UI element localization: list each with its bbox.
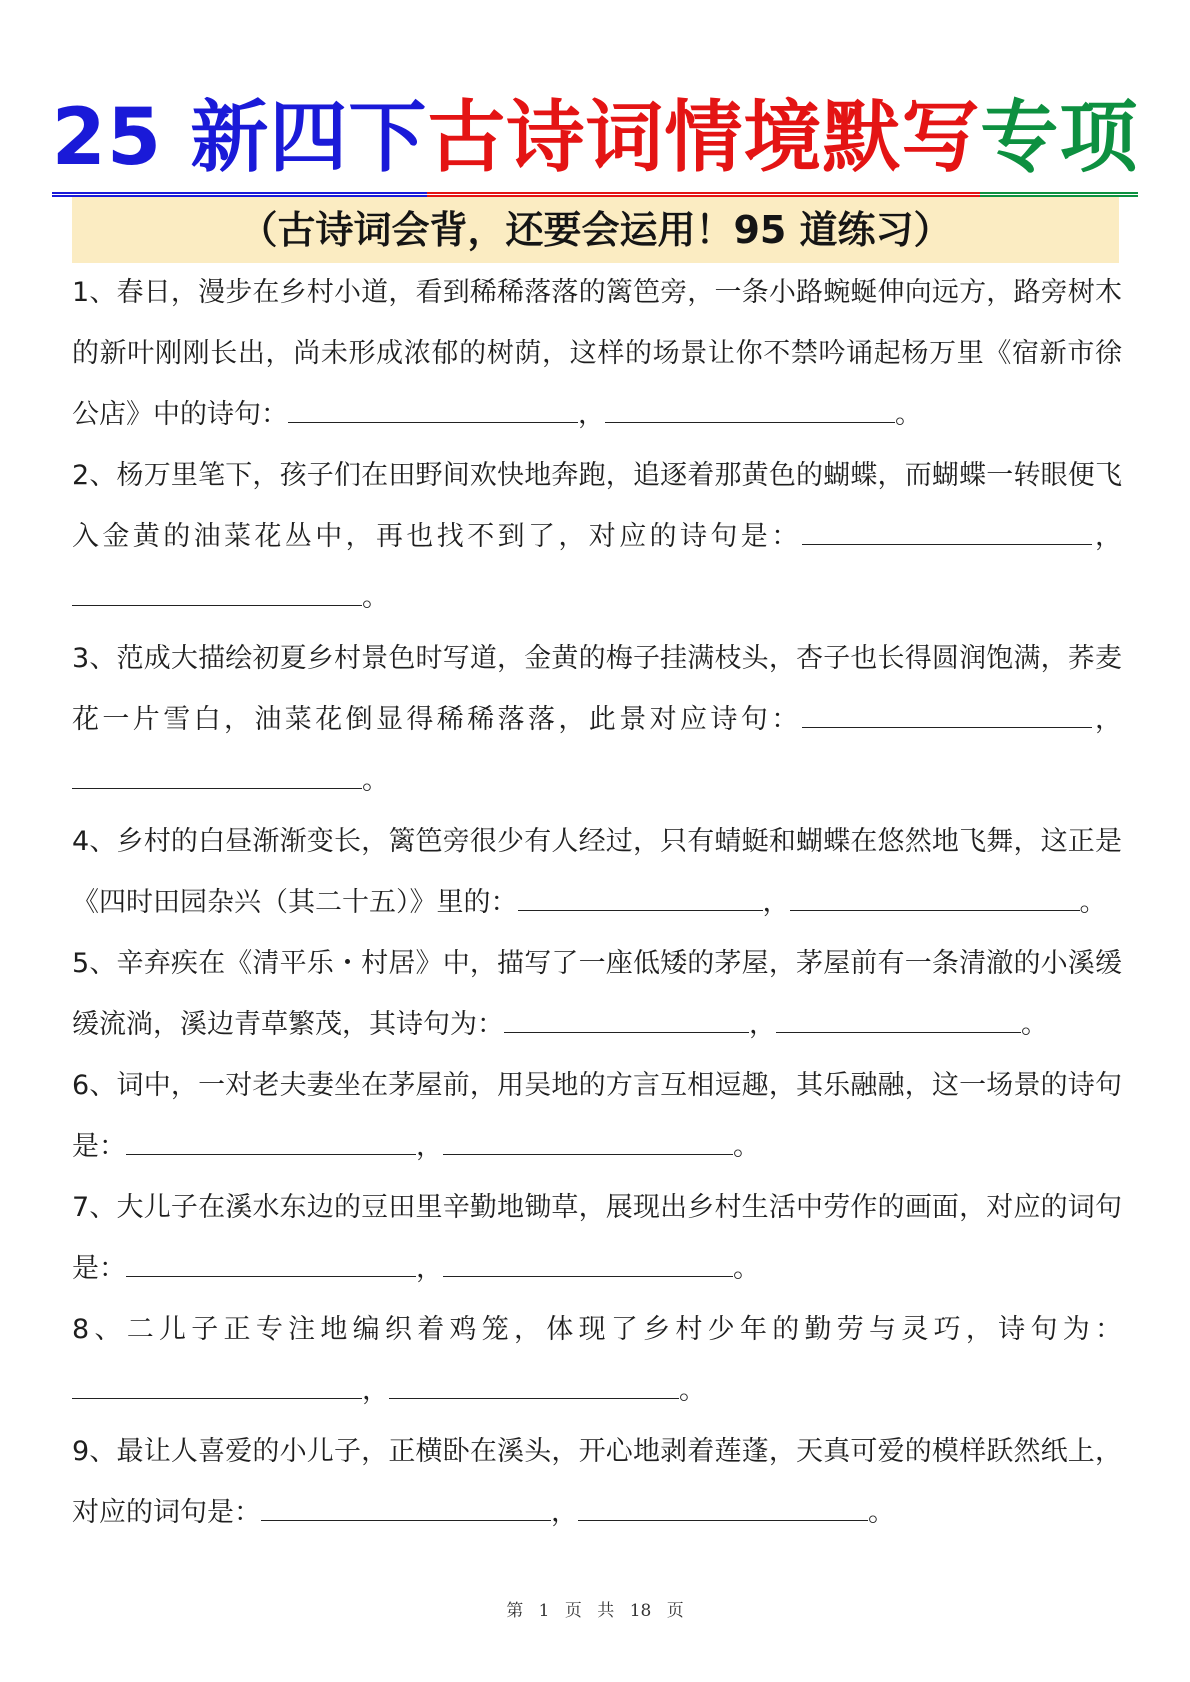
answer-blank[interactable]: [72, 766, 362, 789]
question-item: [72, 1177, 1122, 1299]
period: 。: [1079, 887, 1107, 918]
period: 。: [679, 1375, 706, 1406]
answer-blank[interactable]: [443, 1132, 733, 1155]
answer-blank[interactable]: [288, 400, 578, 423]
answer-blank[interactable]: [443, 1254, 733, 1277]
comma: ，: [416, 1131, 443, 1162]
answer-blank[interactable]: [802, 705, 1092, 728]
period: 。: [733, 1131, 760, 1162]
period: 。: [868, 1497, 895, 1528]
question-item: [72, 1421, 1122, 1543]
answer-blank[interactable]: [261, 1498, 551, 1521]
answer-blank[interactable]: [504, 1010, 749, 1033]
answer-blank[interactable]: [518, 888, 763, 911]
comma: ，: [1091, 704, 1123, 735]
answer-blank[interactable]: [802, 522, 1092, 545]
question-text: 1、春日，漫步在乡村小道，看到稀稀落落的篱笆旁，一条小路蜿蜒伸向远方，路旁树木的新叶刚刚长出，尚未形成浓郁的树荫，这样的场景让你不禁吟诵起杨万里《宿新市徐公店》中的诗句：: [72, 277, 1122, 430]
question-text: 6、词中，一对老夫妻坐在茅屋前，用吴地的方言互相逗趣，其乐融融，这一场景的诗句是：: [72, 1070, 1122, 1162]
period: 。: [1021, 1009, 1048, 1040]
page-subtitle: （古诗词会背，还要会运用！95 道练习）: [239, 208, 952, 252]
title-part-topic: 古诗词情境默写: [427, 88, 980, 197]
comma: ，: [551, 1497, 578, 1528]
question-item: [72, 445, 1122, 628]
page-title: [0, 88, 1190, 197]
question-text: 5、辛弃疾在《清平乐・村居》中，描写了一座低矮的茅屋，茅屋前有一条清澈的小溪缓缓流淌，溪边青草繁茂，其诗句为：: [72, 948, 1122, 1040]
question-text: 4、乡村的白昼渐渐变长，篱笆旁很少有人经过，只有蜻蜓和蝴蝶在悠然地飞舞，这正是《四时田园杂兴（其二十五）》里的：: [72, 826, 1122, 918]
answer-blank[interactable]: [389, 1376, 679, 1399]
answer-blank[interactable]: [605, 400, 895, 423]
period: 。: [362, 582, 389, 613]
answer-blank[interactable]: [126, 1132, 416, 1155]
comma: ，: [578, 399, 605, 430]
question-item: [72, 628, 1122, 811]
question-item: [72, 933, 1122, 1055]
answer-blank[interactable]: [578, 1498, 868, 1521]
subtitle-band: [72, 197, 1119, 263]
comma: ，: [362, 1375, 389, 1406]
period: 。: [733, 1253, 760, 1284]
question-list: [72, 262, 1122, 1543]
question-item: [72, 262, 1122, 445]
comma: ，: [416, 1253, 443, 1284]
comma: ，: [762, 887, 790, 918]
title-part-grade: 25 新四下: [52, 88, 428, 197]
question-item: [72, 1299, 1122, 1421]
comma: ，: [1091, 521, 1123, 552]
answer-blank[interactable]: [776, 1010, 1021, 1033]
period: 。: [362, 765, 389, 796]
question-item: [72, 1055, 1122, 1177]
question-text: 7、大儿子在溪水东边的豆田里辛勤地锄草，展现出乡村生活中劳作的画面，对应的词句是：: [72, 1192, 1122, 1284]
period: 。: [895, 399, 922, 430]
answer-blank[interactable]: [790, 888, 1080, 911]
question-text: 2、杨万里笔下，孩子们在田野间欢快地奔跑，追逐着那黄色的蝴蝶，而蝴蝶一转眼便飞入金黄的油菜花丛中，再也找不到了，对应的诗句是：: [72, 460, 1122, 552]
question-text: 8、二儿子正专注地编织着鸡笼，体现了乡村少年的勤劳与灵巧，诗句为：: [72, 1314, 1122, 1345]
answer-blank[interactable]: [72, 583, 362, 606]
answer-blank[interactable]: [72, 1376, 362, 1399]
question-item: [72, 811, 1122, 933]
answer-blank[interactable]: [126, 1254, 416, 1277]
title-part-special: 专项: [980, 88, 1138, 197]
question-text: 9、最让人喜爱的小儿子，正横卧在溪头，开心地剥着莲蓬，天真可爱的模样跃然纸上，对应的词句是：: [72, 1436, 1122, 1528]
page-footer: 第 1 页 共 18 页: [506, 1601, 684, 1621]
comma: ，: [749, 1009, 776, 1040]
question-text: 3、范成大描绘初夏乡村景色时写道，金黄的梅子挂满枝头，杏子也长得圆润饱满，荞麦花一片雪白，油菜花倒显得稀稀落落，此景对应诗句：: [72, 643, 1122, 735]
